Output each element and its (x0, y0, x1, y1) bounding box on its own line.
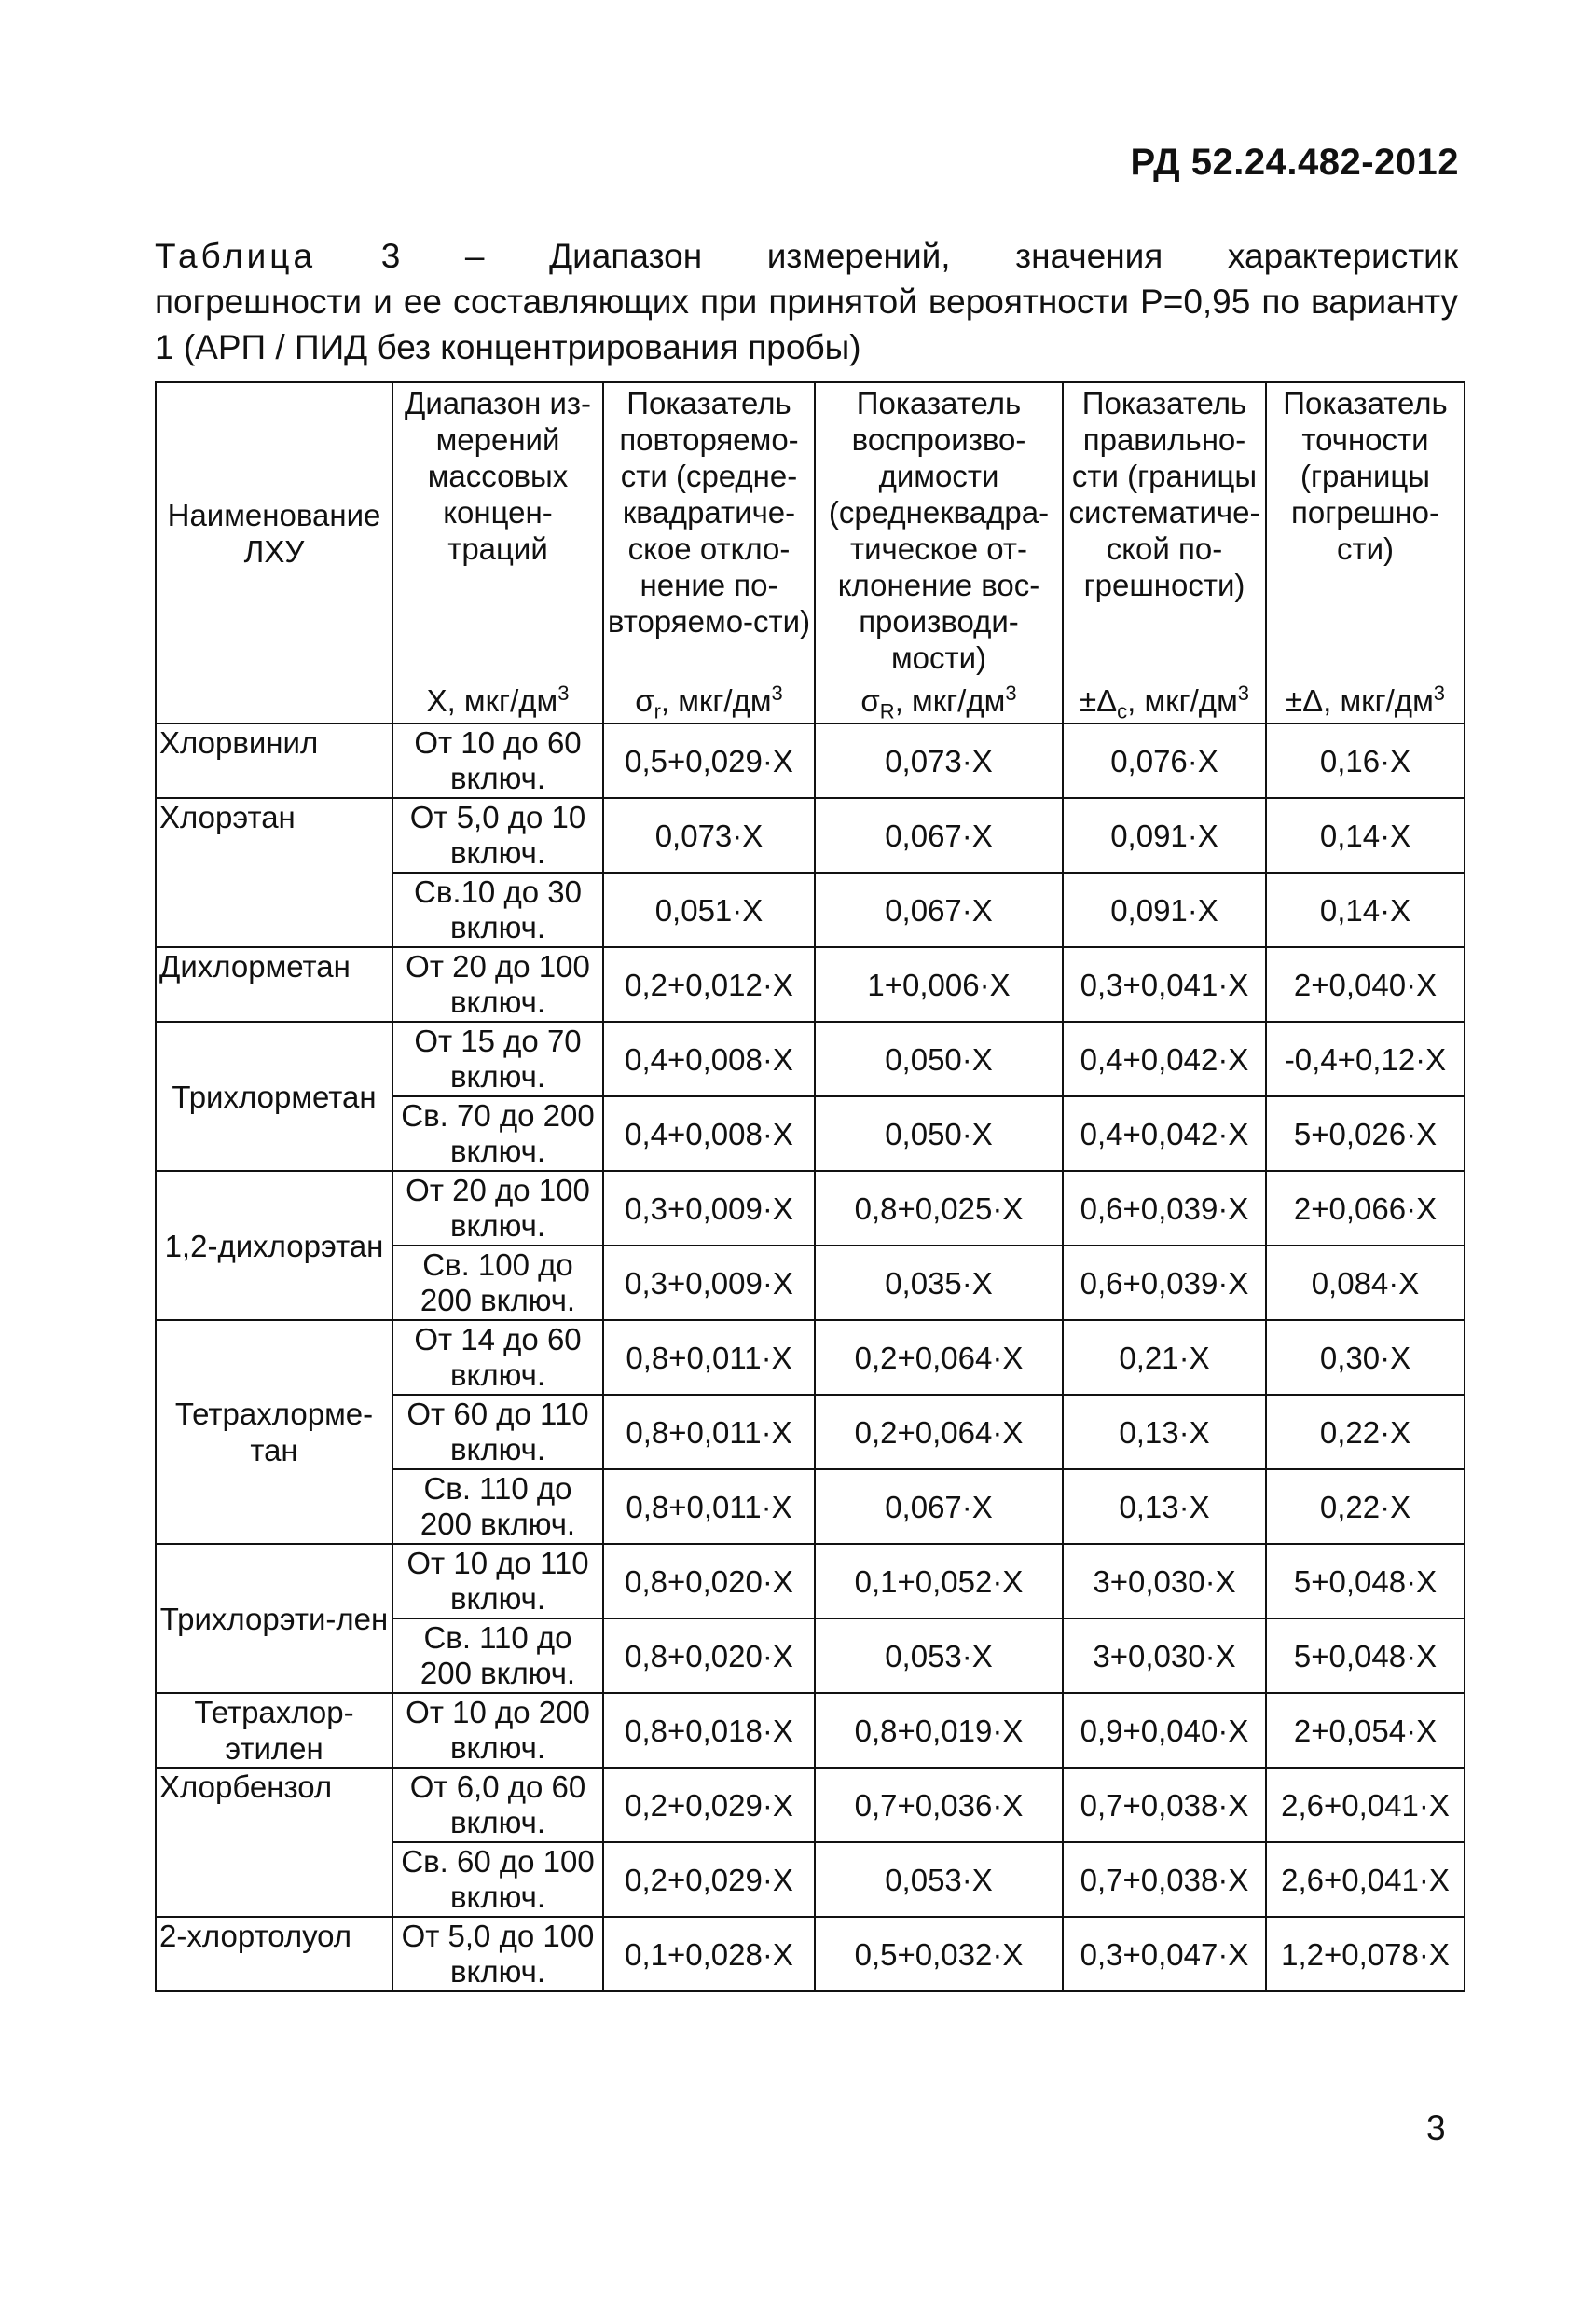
unit-repeatability: $\sigma_r$, мкг/$дм^3$ (603, 681, 815, 723)
table-row (156, 1544, 1465, 1618)
range-cell: От 10 до 110 включ. (392, 1544, 603, 1618)
accuracy-cell: 1,2+0,078·X (1266, 1917, 1465, 1991)
bias-cell: 0,4+0,042·X (1063, 1096, 1266, 1171)
bias-cell: 0,9+0,040·X (1063, 1693, 1266, 1768)
reproducibility-cell: 0,050·X (815, 1022, 1063, 1096)
repeatability-cell: 0,8+0,011·X (603, 1395, 815, 1469)
compound-name: Дихлорметан (156, 947, 392, 1022)
caption-label: Таблица (155, 237, 317, 275)
range-cell: От 10 до 200 включ. (392, 1693, 603, 1768)
reproducibility-cell: 0,053·X (815, 1618, 1063, 1693)
accuracy-cell: 0,16·X (1266, 723, 1465, 798)
bias-cell: 3+0,030·X (1063, 1544, 1266, 1618)
accuracy-cell: 5+0,048·X (1266, 1618, 1465, 1693)
reproducibility-cell: 0,1+0,052·X (815, 1544, 1063, 1618)
range-cell: От 60 до 110 включ. (392, 1395, 603, 1469)
accuracy-cell: 2+0,040·X (1266, 947, 1465, 1022)
measurement-table (155, 381, 1465, 1992)
compound-name: Хлорвинил (156, 723, 392, 798)
accuracy-cell: 0,22·X (1266, 1395, 1465, 1469)
unit-range: X, мкг/$дм^3$ (392, 681, 603, 723)
document-code: РД 52.24.482-2012 (1130, 142, 1459, 183)
reproducibility-cell: 0,5+0,032·X (815, 1917, 1063, 1991)
reproducibility-cell: 0,073·X (815, 723, 1063, 798)
compound-name: 2-хлортолуол (156, 1917, 392, 1991)
page-number: 3 (1426, 2109, 1446, 2147)
accuracy-cell: 0,14·X (1266, 798, 1465, 873)
accuracy-cell: 2,6+0,041·X (1266, 1842, 1465, 1917)
repeatability-cell: 0,051·X (603, 873, 815, 947)
unit-bias: $\pm\Delta_c$, мкг/$дм^3$ (1063, 681, 1266, 723)
compound-name: Хлорэтан (156, 798, 392, 947)
bias-cell: 0,091·X (1063, 873, 1266, 947)
repeatability-cell: 0,3+0,009·X (603, 1171, 815, 1246)
repeatability-cell: 0,3+0,009·X (603, 1246, 815, 1320)
range-cell: Св.10 до 30 включ. (392, 873, 603, 947)
table-row (156, 1022, 1465, 1096)
unit-reproducibility: $\sigma_R$, мкг/$дм^3$ (815, 681, 1063, 723)
accuracy-cell: 0,22·X (1266, 1469, 1465, 1544)
accuracy-cell: 2+0,054·X (1266, 1693, 1465, 1768)
bias-cell: 0,7+0,038·X (1063, 1842, 1266, 1917)
accuracy-cell: 5+0,026·X (1266, 1096, 1465, 1171)
range-cell: От 5,0 до 100 включ. (392, 1917, 603, 1991)
accuracy-cell: 0,084·X (1266, 1246, 1465, 1320)
accuracy-cell: 2+0,066·X (1266, 1171, 1465, 1246)
bias-cell: 0,6+0,039·X (1063, 1171, 1266, 1246)
table-caption (155, 233, 1458, 370)
bias-cell: 0,091·X (1063, 798, 1266, 873)
reproducibility-cell: 0,067·X (815, 1469, 1063, 1544)
table-row (156, 1320, 1465, 1395)
table-header-row (156, 382, 1465, 681)
range-cell: Св. 60 до 100 включ. (392, 1842, 603, 1917)
bias-cell: 0,13·X (1063, 1395, 1266, 1469)
reproducibility-cell: 0,8+0,019·X (815, 1693, 1063, 1768)
bias-cell: 3+0,030·X (1063, 1618, 1266, 1693)
reproducibility-cell: 0,2+0,064·X (815, 1395, 1063, 1469)
table-row (156, 1693, 1465, 1768)
table-row (156, 1917, 1465, 1991)
accuracy-cell: 0,14·X (1266, 873, 1465, 947)
repeatability-cell: 0,2+0,029·X (603, 1768, 815, 1842)
repeatability-cell: 0,8+0,018·X (603, 1693, 815, 1768)
repeatability-cell: 0,073·X (603, 798, 815, 873)
range-cell: От 6,0 до 60 включ. (392, 1768, 603, 1842)
table-row (156, 947, 1465, 1022)
table-unit-row (156, 681, 1465, 723)
repeatability-cell: 0,2+0,029·X (603, 1842, 815, 1917)
table-row (156, 1171, 1465, 1246)
reproducibility-cell: 0,2+0,064·X (815, 1320, 1063, 1395)
bias-cell: 0,4+0,042·X (1063, 1022, 1266, 1096)
bias-cell: 0,3+0,047·X (1063, 1917, 1266, 1991)
accuracy-cell: -0,4+0,12·X (1266, 1022, 1465, 1096)
range-cell: От 5,0 до 10 включ. (392, 798, 603, 873)
header-accuracy: Показатель точности (границы погрешно-сти) (1266, 382, 1465, 681)
reproducibility-cell: 0,053·X (815, 1842, 1063, 1917)
range-cell: От 10 до 60 включ. (392, 723, 603, 798)
table-row (156, 723, 1465, 798)
compound-name: Тетрахлорме-тан (156, 1320, 392, 1544)
compound-name: Тетрахлор-этилен (156, 1693, 392, 1768)
range-cell: От 20 до 100 включ. (392, 947, 603, 1022)
header-repeatability: Показатель повторяемо-сти (средне-квадратиче-ское откло-нение по-вторяемо-сти) (603, 382, 815, 681)
range-cell: От 20 до 100 включ. (392, 1171, 603, 1246)
range-cell: От 15 до 70 включ. (392, 1022, 603, 1096)
caption-text-line1: Диапазон измерений, значения характеристик (549, 237, 1459, 275)
repeatability-cell: 0,8+0,011·X (603, 1469, 815, 1544)
table-row (156, 798, 1465, 873)
caption-number: 3 (380, 237, 401, 275)
repeatability-cell: 0,1+0,028·X (603, 1917, 815, 1991)
repeatability-cell: 0,8+0,020·X (603, 1544, 815, 1618)
header-name: Наименование ЛХУ (156, 382, 392, 681)
reproducibility-cell: 0,050·X (815, 1096, 1063, 1171)
compound-name: Трихлорэти-лен (156, 1544, 392, 1693)
reproducibility-cell: 0,7+0,036·X (815, 1768, 1063, 1842)
table-body (156, 723, 1465, 1991)
reproducibility-cell: 0,8+0,025·X (815, 1171, 1063, 1246)
bias-cell: 0,21·X (1063, 1320, 1266, 1395)
accuracy-cell: 0,30·X (1266, 1320, 1465, 1395)
reproducibility-cell: 0,067·X (815, 798, 1063, 873)
repeatability-cell: 0,4+0,008·X (603, 1022, 815, 1096)
repeatability-cell: 0,8+0,011·X (603, 1320, 815, 1395)
unit-name (156, 681, 392, 723)
repeatability-cell: 0,5+0,029·X (603, 723, 815, 798)
reproducibility-cell: 0,067·X (815, 873, 1063, 947)
range-cell: Св. 110 до 200 включ. (392, 1469, 603, 1544)
range-cell: Св. 110 до 200 включ. (392, 1618, 603, 1693)
reproducibility-cell: 1+0,006·X (815, 947, 1063, 1022)
bias-cell: 0,7+0,038·X (1063, 1768, 1266, 1842)
header-bias: Показатель правильно-сти (границы систематиче-ской по-грешности) (1063, 382, 1266, 681)
accuracy-cell: 2,6+0,041·X (1266, 1768, 1465, 1842)
bias-cell: 0,3+0,041·X (1063, 947, 1266, 1022)
caption-dash: – (464, 237, 485, 275)
unit-accuracy: ±Δ, мкг/$дм^3$ (1266, 681, 1465, 723)
compound-name: 1,2-дихлорэтан (156, 1171, 392, 1320)
header-reproducibility: Показатель воспроизво-димости (среднеквадра-тическое от-клонение вос-производи-мости) (815, 382, 1063, 681)
accuracy-cell: 5+0,048·X (1266, 1544, 1465, 1618)
table-row (156, 1768, 1465, 1842)
header-range: Диапазон из-мерений массовых концен-траций (392, 382, 603, 681)
compound-name: Трихлорметан (156, 1022, 392, 1171)
bias-cell: 0,6+0,039·X (1063, 1246, 1266, 1320)
range-cell: Св. 100 до 200 включ. (392, 1246, 603, 1320)
compound-name: Хлорбензол (156, 1768, 392, 1917)
repeatability-cell: 0,4+0,008·X (603, 1096, 815, 1171)
range-cell: Св. 70 до 200 включ. (392, 1096, 603, 1171)
range-cell: От 14 до 60 включ. (392, 1320, 603, 1395)
repeatability-cell: 0,2+0,012·X (603, 947, 815, 1022)
bias-cell: 0,13·X (1063, 1469, 1266, 1544)
repeatability-cell: 0,8+0,020·X (603, 1618, 815, 1693)
caption-text-rest: погрешности и ее составляющих при принятой вероятности Р=0,95 по варианту 1 (АРП / ПИД без концентрирования пробы) (155, 282, 1458, 366)
reproducibility-cell: 0,035·X (815, 1246, 1063, 1320)
bias-cell: 0,076·X (1063, 723, 1266, 798)
